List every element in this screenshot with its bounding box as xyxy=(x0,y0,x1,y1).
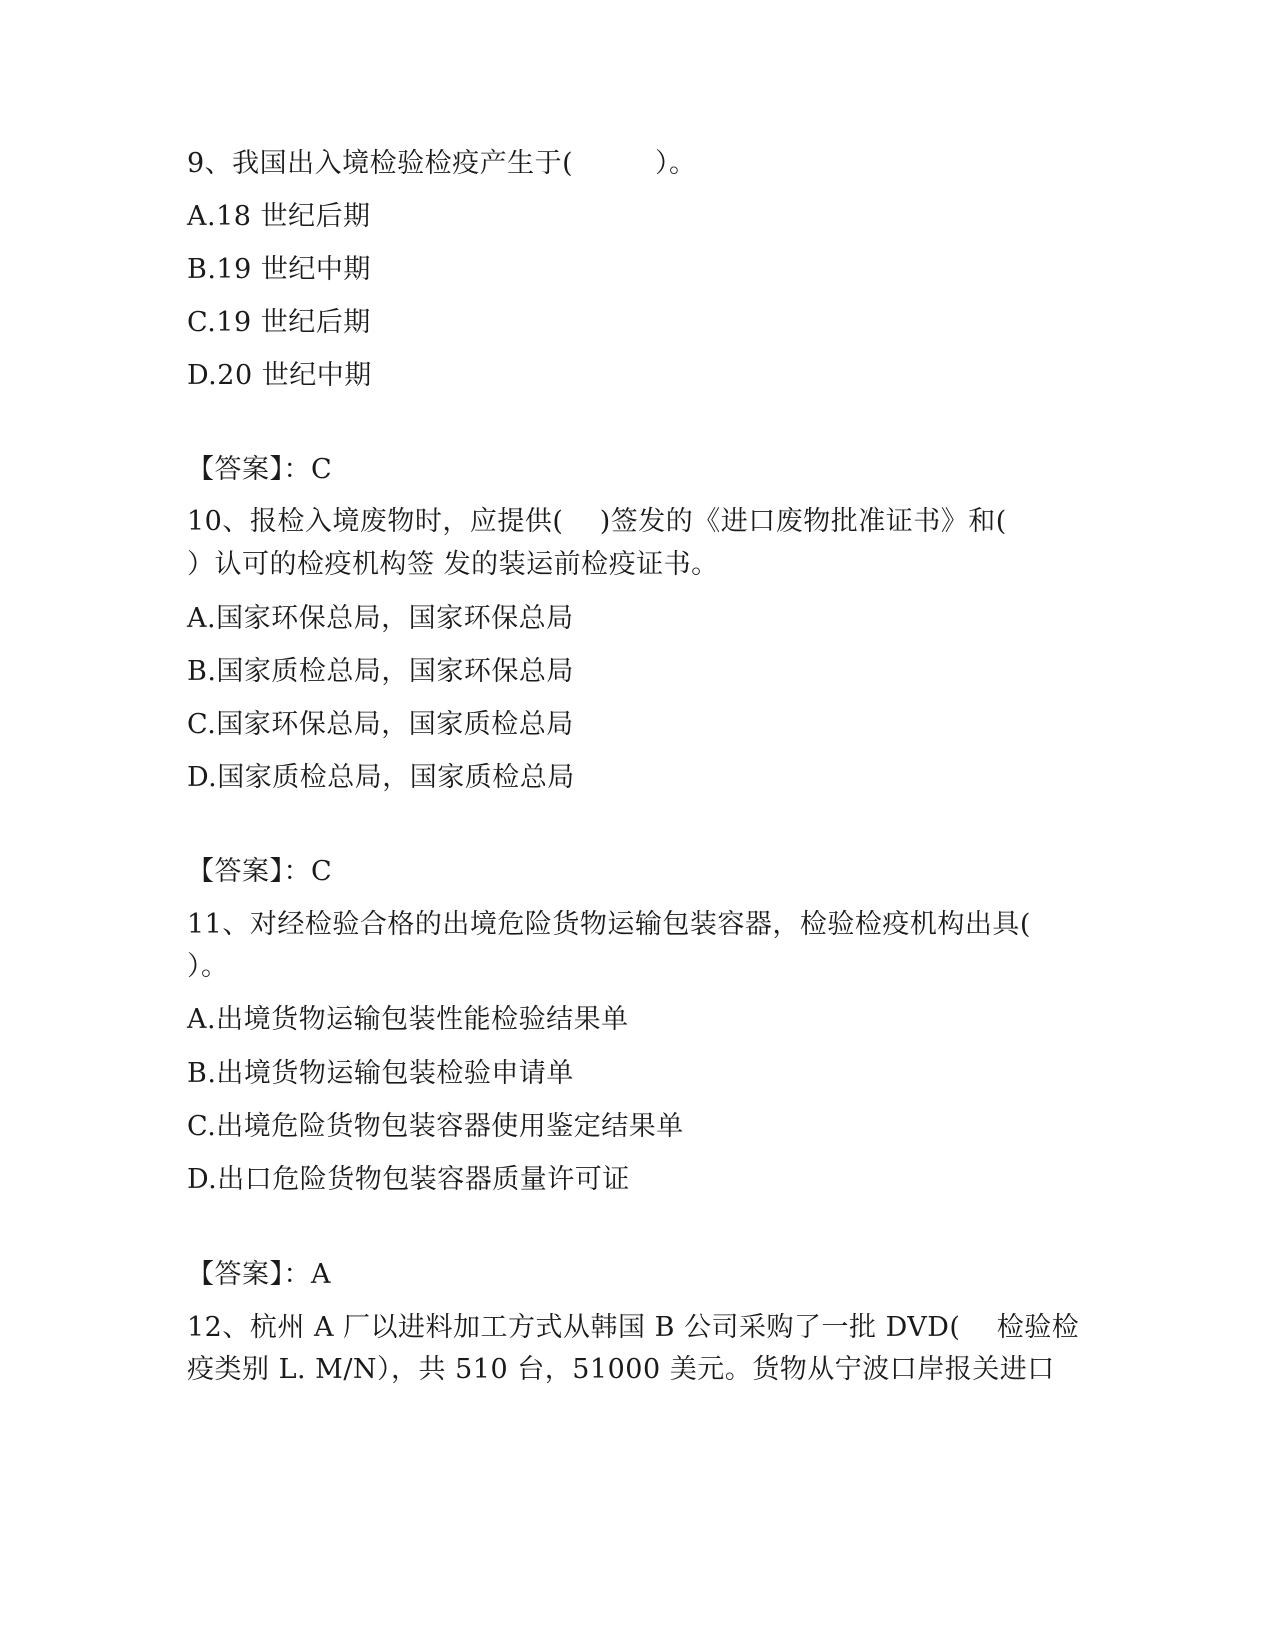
question-11-stem-line-1: 11、对经检验合格的出境危险货物运输包装容器，检验检疫机构出具( xyxy=(187,909,1031,940)
question-11-answer: 【答案】：A xyxy=(187,1259,331,1290)
question-10-option-d: D.国家质检总局，国家质检总局 xyxy=(187,762,575,793)
question-9-option-d: D.20 世纪中期 xyxy=(187,360,372,391)
question-9-option-b: B.19 世纪中期 xyxy=(187,254,371,285)
question-12-stem-line-2: 疫类别 L. M/N），共 510 台，51000 美元。货物从宁波口岸报关进口 xyxy=(187,1354,1055,1385)
question-11-option-c: C.出境危险货物包装容器使用鉴定结果单 xyxy=(187,1111,684,1142)
question-10-option-c: C.国家环保总局，国家质检总局 xyxy=(187,709,574,740)
question-12-stem-line-1: 12、杭州 A 厂以进料加工方式从韩国 B 公司采购了一批 DVD( 检验检 xyxy=(187,1312,1080,1343)
question-9-answer: 【答案】：C xyxy=(187,454,333,485)
question-10-answer: 【答案】：C xyxy=(187,856,333,887)
question-11-option-b: B.出境货物运输包装检验申请单 xyxy=(187,1058,574,1089)
question-10-stem-line-2: ）认可的检疫机构签 发的装运前检疫证书。 xyxy=(187,549,719,580)
question-10-stem-line-1: 10、报检入境废物时，应提供( )签发的《进口废物批准证书》和( xyxy=(187,506,1007,537)
question-9-option-c: C.19 世纪后期 xyxy=(187,307,371,338)
question-11-option-a: A.出境货物运输包装性能检验结果单 xyxy=(187,1004,629,1035)
question-9-stem: 9、我国出入境检验检疫产生于( ）。 xyxy=(187,148,697,179)
question-9-option-a: A.18 世纪后期 xyxy=(187,201,371,232)
question-10-option-a: A.国家环保总局，国家环保总局 xyxy=(187,603,574,634)
question-11-option-d: D.出口危险货物包装容器质量许可证 xyxy=(187,1164,630,1195)
question-10-option-b: B.国家质检总局，国家环保总局 xyxy=(187,656,574,687)
question-11-stem-line-2: ）。 xyxy=(187,951,229,982)
